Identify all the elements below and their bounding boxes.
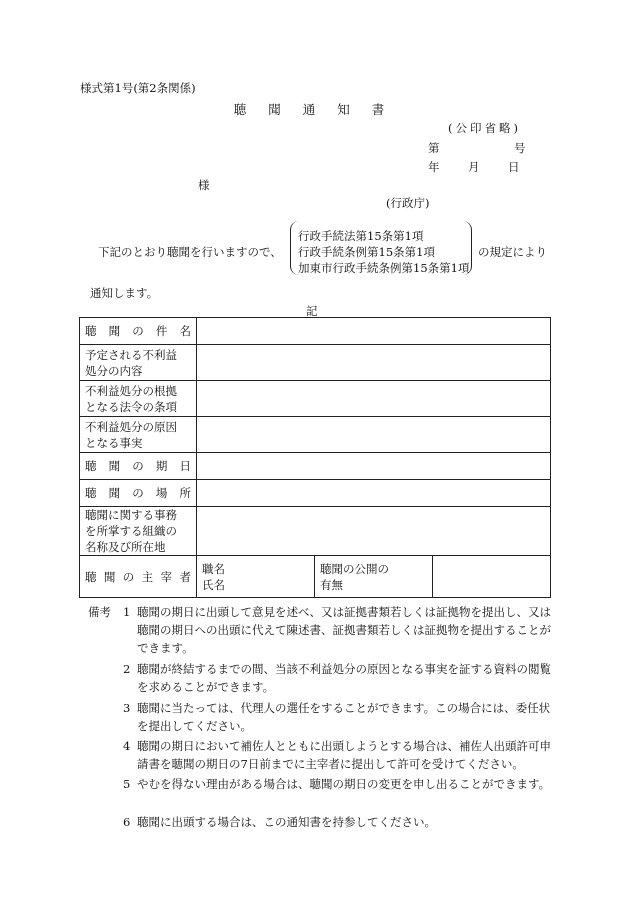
value-case-name[interactable] — [197, 318, 551, 345]
hearing-details-table — [79, 317, 551, 598]
date-line — [428, 159, 520, 175]
note-item — [123, 813, 558, 831]
note-item — [123, 699, 558, 735]
form-number: 様式第1号(第2条関係) — [80, 81, 196, 95]
date-year: 年 — [428, 160, 440, 174]
label-line: となる法令の条項 — [85, 399, 177, 414]
position-label: 職名 — [202, 561, 225, 576]
label-line: となる事実 — [85, 435, 143, 450]
date-day: 日 — [508, 160, 520, 174]
notify-text: 通知します。 — [90, 286, 159, 300]
note-number: 5 — [123, 777, 131, 791]
law-option-3: 加東市行政手続条例第15条第1項 — [298, 261, 470, 275]
note-item — [123, 775, 558, 793]
note-text: 聴聞が終結するまでの間、当該不利益処分の原因となる事実を証する資料の閲覧を求めることができます。 — [137, 662, 551, 694]
label-line: 不利益処分の根拠 — [85, 383, 177, 398]
label-text: 聴 聞 の 件 名 — [85, 324, 191, 338]
note-text: やむを得ない理由がある場合は、聴聞の期日の変更を申し出ることができます。 — [137, 777, 551, 791]
law-option-1: 行政手続法第15条第1項 — [298, 229, 424, 243]
note-text: 聴聞に出頭する場合は、この通知書を持参してください。 — [137, 815, 436, 829]
value-cause-facts[interactable] — [197, 417, 551, 453]
note-number: 2 — [123, 662, 131, 676]
row-label-cause-facts — [80, 417, 197, 453]
note-text: 聴聞の期日に出頭して意見を述べ、又は証拠書類若しくは証拠物を提出し、又は聴聞の期日への出頭に代えて陳述書、証拠書類若しくは証拠物を提出することができます。 — [137, 605, 551, 655]
table-row — [80, 417, 551, 453]
value-hearing-place[interactable] — [197, 480, 551, 507]
row-label-chair — [80, 556, 197, 598]
label-text: 聴 聞 の 場 所 — [85, 486, 191, 500]
note-number: 4 — [123, 739, 131, 753]
note-text: 聴聞の期日において補佐人とともに出頭しようとする場合は、補佐人出頭許可申請書を聴聞の期日の7日前までに主宰者に提出して許可を受けてください。 — [137, 739, 551, 771]
row-label-hearing-date — [80, 453, 197, 480]
note-item — [123, 603, 558, 657]
issuer: (行政庁) — [386, 196, 430, 210]
label-line: 処分の内容 — [85, 363, 143, 378]
value-chair[interactable] — [197, 556, 315, 598]
seal-omitted-note: (公印省略) — [448, 121, 521, 135]
label-line: 有無 — [320, 577, 343, 592]
addressee-suffix: 様 — [198, 178, 210, 192]
row-label-organization — [80, 507, 197, 556]
table-row — [80, 453, 551, 480]
notes-heading: 備考 — [88, 605, 111, 619]
table-row — [80, 480, 551, 507]
label-text: 聴 聞 の 期 日 — [85, 459, 191, 473]
row-label-disposition-content — [80, 345, 197, 381]
table-row — [80, 556, 551, 598]
document-number-label: 第 — [428, 141, 440, 155]
value-public-hearing[interactable] — [433, 556, 551, 598]
document-number-suffix: 号 — [514, 141, 526, 155]
note-item — [123, 737, 558, 773]
table-row — [80, 507, 551, 556]
table-row — [80, 345, 551, 381]
value-organization[interactable] — [197, 507, 551, 556]
value-hearing-date[interactable] — [197, 453, 551, 480]
label-line: 名称及び所在地 — [85, 540, 166, 554]
label-text: 聴 聞 の 主 宰 者 — [85, 569, 191, 584]
note-item — [123, 660, 558, 696]
value-legal-basis[interactable] — [197, 381, 551, 417]
label-line: 不利益処分の原因 — [85, 419, 177, 434]
label-line: 聴聞の公開の — [320, 561, 389, 576]
label-line: 聴聞に関する事務 — [85, 508, 177, 522]
ki-heading: 記 — [306, 304, 318, 318]
table-row — [80, 318, 551, 345]
row-label-legal-basis — [80, 381, 197, 417]
document-title: 聴聞通知書 — [233, 102, 407, 117]
table-row — [80, 381, 551, 417]
label-line: 予定される不利益 — [85, 347, 177, 362]
intro-text: 下記のとおり聴聞を行いますので、 — [98, 245, 282, 259]
row-label-case-name — [80, 318, 197, 345]
law-option-2: 行政手続条例第15条第1項 — [298, 245, 435, 259]
note-text: 聴聞に当たっては、代理人の選任をすることができます。この場合には、委任状を提出してください。 — [137, 701, 551, 733]
label-line: を所掌する組織の — [85, 524, 177, 538]
value-disposition-content[interactable] — [197, 345, 551, 381]
row-label-hearing-place — [80, 480, 197, 507]
note-number: 1 — [123, 605, 131, 619]
date-month: 月 — [468, 160, 480, 174]
note-number: 6 — [123, 815, 131, 829]
note-number: 3 — [123, 701, 131, 715]
name-label: 氏名 — [202, 577, 225, 592]
public-hearing-label — [315, 556, 433, 598]
provision-text: の規定により — [478, 245, 547, 259]
